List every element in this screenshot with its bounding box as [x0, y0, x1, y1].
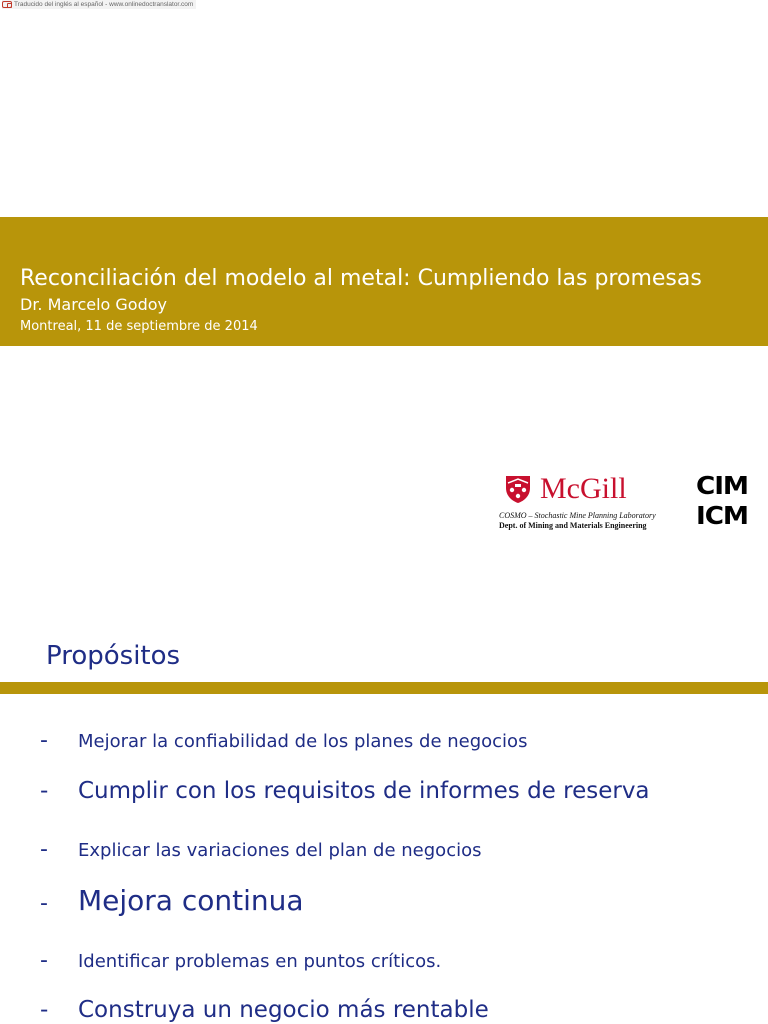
slide-date: Montreal, 11 de septiembre de 2014	[20, 319, 258, 334]
mcgill-wordmark: McGill	[540, 472, 627, 505]
translator-banner-text: Traducido del inglés al español - www.onlinedoctranslator.com	[14, 1, 194, 8]
list-item	[40, 728, 527, 753]
slide-author: Dr. Marcelo Godoy	[20, 295, 167, 314]
bullet-text: Construya un negocio más rentable	[78, 997, 489, 1023]
bullet-text: Cumplir con los requisitos de informes de reserva	[78, 778, 650, 804]
slide-heading: Propósitos	[46, 641, 181, 671]
list-item	[40, 997, 489, 1023]
mcgill-dept-line: Dept. of Mining and Materials Engineering	[499, 521, 647, 530]
list-item	[40, 884, 304, 917]
bullet-text: Mejorar la confiabilidad de los planes de negocios	[78, 731, 528, 752]
bullet-dash: -	[40, 837, 48, 862]
cim-logo-bottom: ICM	[696, 501, 749, 530]
bullet-dash: -	[40, 891, 48, 916]
mcgill-lab-line: COSMO – Stochastic Mine Planning Laboratory	[499, 511, 656, 520]
list-item	[40, 778, 650, 804]
bullet-dash: -	[40, 778, 49, 804]
bullet-dash: -	[40, 948, 48, 973]
bullet-text: Identificar problemas en puntos críticos.	[78, 951, 442, 972]
list-item	[40, 837, 481, 862]
bullet-dash: -	[40, 997, 49, 1023]
cim-logo-top: CIM	[696, 471, 749, 500]
slide-title: Reconciliación del modelo al metal: Cumpliendo las promesas	[20, 266, 702, 291]
bullet-dash: -	[40, 728, 48, 753]
bullet-text: Mejora continua	[78, 884, 304, 917]
bullet-text: Explicar las variaciones del plan de negocios	[78, 840, 482, 861]
list-item	[40, 948, 441, 973]
